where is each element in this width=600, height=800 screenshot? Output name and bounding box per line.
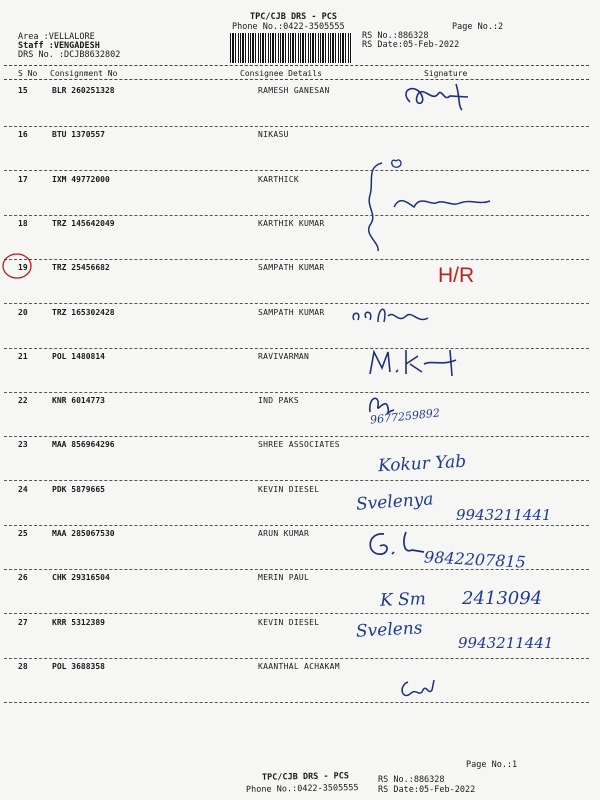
row-sno: 26 — [18, 573, 28, 582]
row-divider — [4, 126, 589, 127]
row-sno: 15 — [18, 86, 28, 95]
row-consignee-name: KAANTHAL ACHAKAM — [258, 662, 340, 671]
footer-phone: Phone No.:0422-3505555 — [245, 783, 359, 795]
row-divider — [4, 303, 589, 304]
row-divider — [4, 525, 589, 526]
row-consignee-name: RAMESH GANESAN — [258, 86, 330, 95]
row-consignee-name: KEVIN DIESEL — [258, 485, 320, 494]
column-header-separator — [4, 79, 589, 80]
row-consignment-no: TRZ 145642049 — [52, 219, 115, 228]
row-sno: 22 — [18, 396, 28, 405]
row-consignee-name: SHREE ASSOCIATES — [258, 440, 340, 449]
row-consignment-no: POL 1480814 — [52, 352, 105, 361]
handwritten-signature-row-26: K Sm — [379, 589, 427, 611]
row-sno: 27 — [18, 618, 28, 627]
row-divider — [4, 259, 589, 260]
row-consignment-no: TRZ 165302428 — [52, 308, 115, 317]
row-sno: 28 — [18, 662, 28, 671]
row-divider — [4, 480, 589, 481]
row-divider — [4, 392, 589, 393]
row-divider — [4, 348, 589, 349]
signature-row-20 — [348, 302, 448, 332]
row-19-circle-mark — [0, 252, 40, 282]
row-consignment-no: CHK 29316504 — [52, 573, 110, 582]
row-sno: 23 — [18, 440, 28, 449]
row-sno: 16 — [18, 130, 28, 139]
signature-row-21 — [366, 346, 476, 378]
row-consignment-no: BLR 260251328 — [52, 86, 115, 95]
handwritten-phone-row-22: 9677259892 — [369, 406, 441, 427]
row-consignee-name: MERIN PAUL — [258, 573, 310, 582]
handwritten-phone-row-24: 9943211441 — [456, 506, 552, 524]
row-consignee-name: KARTHICK — [258, 175, 299, 184]
signature-row-15 — [396, 80, 496, 115]
row-consignment-no: BTU 1370557 — [52, 130, 105, 139]
header-separator — [4, 65, 589, 66]
row-consignment-no: TRZ 25456682 — [52, 263, 110, 272]
row-sno: 20 — [18, 308, 28, 317]
document-title: TPC/CJB DRS - PCS — [250, 12, 337, 22]
row-sno: 17 — [18, 175, 28, 184]
row-consignee-name: SAMPATH KUMAR — [258, 263, 325, 272]
row-consignment-no: MAA 856964296 — [52, 440, 115, 449]
row-sno: 24 — [18, 485, 28, 494]
handwritten-signature-row-23: Kokur Yab — [377, 451, 467, 477]
row-consignment-no: MAA 285067530 — [52, 529, 115, 538]
footer-rs-number: RS No.:886328 — [378, 775, 445, 785]
row-consignment-no: KRR 5312389 — [52, 618, 105, 627]
area-label: Area :VELLALORE — [18, 32, 95, 42]
row-consignment-no: POL 3688358 — [52, 662, 105, 671]
row-divider — [4, 702, 589, 703]
row-consignment-no: PDK 5879665 — [52, 485, 105, 494]
row-consignee-name: SAMPATH KUMAR — [258, 308, 325, 317]
row-divider — [4, 436, 589, 437]
drs-number: DRS No. :DCJB8632802 — [18, 50, 121, 60]
row-sno: 18 — [18, 219, 28, 228]
rs-date: RS Date:05-Feb-2022 — [362, 40, 460, 50]
footer-page-number: Page No.:1 — [466, 760, 518, 770]
row-consignee-name: RAVIVARMAN — [258, 352, 310, 361]
row-consignee-name: IND PAKS — [258, 396, 299, 405]
handwritten-signature-row-27: Svelens — [355, 618, 423, 642]
column-header-signature: Signature — [424, 69, 468, 78]
row-divider — [4, 658, 589, 659]
row-divider — [4, 613, 589, 614]
handwritten-phone-row-25: 9842207815 — [423, 547, 527, 572]
footer-title: TPC/CJB DRS - PCS — [261, 771, 350, 783]
column-header-consignee: Consignee Details — [240, 69, 322, 78]
signature-row-25 — [362, 528, 432, 560]
column-header-sno: S No — [18, 69, 38, 78]
rs-number: RS No.:886328 — [362, 31, 429, 41]
column-header-consignment: Consignment No — [50, 69, 118, 78]
row-consignment-no: IXM 49772000 — [52, 175, 110, 184]
row-sno: 21 — [18, 352, 28, 361]
row-consignee-name: KEVIN DIESEL — [258, 618, 320, 627]
page-number: Page No.:2 — [452, 22, 504, 32]
handwritten-phone-row-27: 9943211441 — [458, 634, 554, 652]
row-consignee-name: NIKASU — [258, 130, 289, 139]
row-consignee-name: KARTHIK KUMAR — [258, 219, 325, 228]
row-divider — [4, 215, 589, 216]
staff-label: Staff :VENGADESH — [18, 41, 100, 51]
brace-signature-rows-17-18 — [360, 155, 500, 255]
handwritten-signature-row-24: Svelenya — [355, 489, 435, 515]
phone-number: Phone No.:0422-3505555 — [232, 22, 345, 32]
row-sno: 19 — [18, 263, 28, 272]
footer-rs-date: RS Date:05-Feb-2022 — [378, 785, 476, 795]
signature-row-28 — [396, 672, 446, 702]
handwritten-phone-row-26: 2413094 — [462, 588, 543, 609]
row-divider — [4, 170, 589, 171]
barcode — [230, 33, 352, 63]
row-consignment-no: KNR 6014773 — [52, 396, 105, 405]
row-consignee-name: ARUN KUMAR — [258, 529, 310, 538]
handwritten-hr-mark: H/R — [438, 264, 475, 287]
row-sno: 25 — [18, 529, 28, 538]
